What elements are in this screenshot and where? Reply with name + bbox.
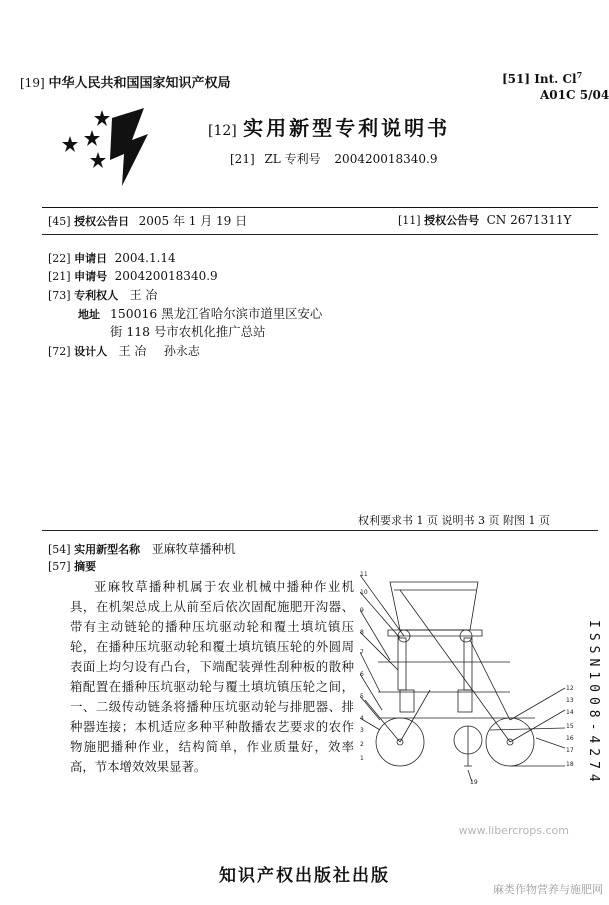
designer-label: 设计人: [74, 345, 108, 358]
designer-1: 王 冶: [118, 344, 147, 358]
code-54: [54]: [48, 543, 71, 556]
owner-name: 王 冶: [129, 288, 158, 302]
int-cl-value: A01C 5/04: [540, 88, 609, 102]
code-73: [73]: [48, 289, 71, 302]
office-name: 中华人民共和国国家知识产权局: [48, 76, 231, 91]
label-13: 13: [566, 697, 574, 704]
owner-label: 专利权人: [74, 289, 119, 302]
label-2: 2: [360, 741, 364, 748]
seeder-drawing: [360, 570, 580, 785]
code-45: [45]: [48, 215, 71, 228]
filing-date: 2004.1.14: [114, 251, 176, 265]
divider-top: [42, 207, 598, 208]
doc-type-title: 实用新型专利说明书: [243, 116, 451, 140]
label-5: 5: [360, 693, 364, 700]
pub-number: CN 2671311Y: [486, 213, 572, 227]
filing-date-label: 申请日: [74, 252, 108, 265]
label-17: 17: [566, 747, 574, 754]
designer-2: 孙永志: [163, 344, 200, 358]
label-16: 16: [566, 735, 574, 742]
abstract-text-block: [70, 577, 354, 777]
patent-number: 200420018340.9: [334, 152, 438, 166]
label-3: 3: [360, 727, 364, 734]
code-51: [51] Int. Cl: [502, 72, 577, 86]
label-11: 11: [360, 571, 368, 578]
code-11: [11]: [398, 214, 421, 227]
utility-title: 亚麻牧草播种机: [151, 542, 236, 556]
label-10: 10: [360, 589, 368, 596]
publisher-footer: 知识产权出版社出版: [219, 866, 390, 886]
code-12: [12]: [208, 123, 237, 139]
pub-date-label: 授权公告日: [74, 215, 130, 228]
label-1: 1: [360, 755, 364, 762]
label-9: 9: [360, 607, 364, 614]
address-line-1: 150016 黑龙江省哈尔滨市道里区安心: [110, 306, 323, 321]
abstract-label: 摘要: [74, 560, 97, 573]
sipo-emblem-icon: [62, 96, 154, 188]
int-cl-sup: 7: [576, 70, 583, 80]
address-line-2: 街 118 号市农机化推广总站: [110, 324, 266, 339]
code-19: [19]: [20, 76, 45, 90]
label-7: 7: [360, 649, 364, 656]
divider-biblio: [42, 530, 598, 531]
label-19: 19: [470, 779, 478, 785]
code-21-header: [21]: [230, 152, 255, 166]
issn-vertical: ISSN1008-4274: [586, 620, 601, 787]
app-number: 200420018340.9: [114, 269, 218, 283]
watermark: 麻类作物营养与施肥网: [493, 883, 603, 896]
watermark-url: www.libercrops.com: [458, 824, 569, 837]
code-22: [22]: [48, 252, 71, 265]
code-57: [57]: [48, 560, 71, 573]
pub-number-label: 授权公告号: [424, 214, 480, 227]
patent-label: ZL 专利号: [264, 152, 321, 166]
label-15: 15: [566, 723, 574, 730]
label-4: 4: [360, 715, 364, 722]
utility-title-label: 实用新型名称: [74, 543, 141, 556]
app-number-label: 申请号: [74, 270, 108, 283]
pages-info: 权利要求书 1 页 说明书 3 页 附图 1 页: [358, 514, 550, 527]
divider-pub: [42, 234, 598, 235]
address-label: 地址: [78, 308, 100, 321]
label-18: 18: [566, 761, 574, 768]
pub-date: 2005 年 1 月 19 日: [138, 214, 248, 228]
label-6: 6: [360, 671, 364, 678]
code-72: [72]: [48, 345, 71, 358]
label-14: 14: [566, 709, 574, 716]
abstract-text: 亚麻牧草播种机属于农业机械中播种作业机具，在机架总成上从前至后依次固配施肥开沟器、带有主动链轮的播种压坑驱动轮和覆土填坑镇压轮，在播种压坑驱动轮和覆土填坑镇压轮的外圆周表面上均匀设有凸台，下端配装弹性刮种板的散种箱配置在播种压坑驱动轮与覆土填坑镇压轮之间，一、二级传动链条将播种压坑驱动轮与排肥器、排种器连接；本机适应多种平种散播农艺要求的农作物施肥播种作业，结构简单，作业质量好，效率高，节本增效效果显著。: [70, 579, 354, 774]
label-8: 8: [360, 629, 364, 636]
code-21: [21]: [48, 270, 71, 283]
label-12: 12: [566, 685, 574, 692]
